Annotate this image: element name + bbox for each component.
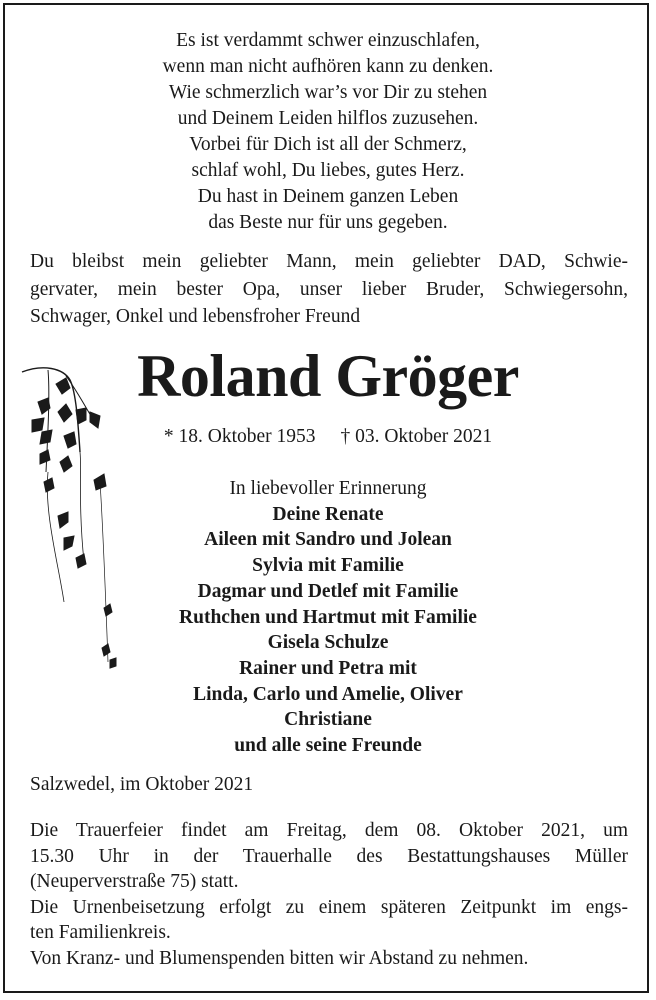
mourners-list	[0, 476, 656, 759]
service-line: Von Kranz- und Blumenspenden bitten wir Abstand zu nehmen.	[30, 947, 529, 969]
poem-line: schlaf wohl, Du liebes, gutes Herz.	[191, 160, 465, 181]
intro-line: gervater, mein bester Opa, unser lieber Bruder, Schwiegersohn,	[30, 278, 628, 300]
service-info	[30, 818, 628, 972]
poem-line: Vorbei für Dich ist all der Schmerz,	[189, 134, 467, 155]
death-date: † 03. Oktober 2021	[340, 426, 493, 447]
service-line: 15.30 Uhr in der Trauerhalle des Bestattungshauses Müller	[30, 845, 628, 867]
mourner-name: Christiane	[284, 709, 372, 731]
poem-line: Es ist verdammt schwer einzuschlafen,	[176, 30, 480, 51]
poem-line: Du hast in Deinem ganzen Leben	[197, 186, 459, 207]
mourner-name: Deine Renate	[272, 503, 384, 525]
service-line: Die Trauerfeier findet am Freitag, dem 08. Oktober 2021, um	[30, 820, 628, 841]
intro-text	[30, 248, 628, 331]
service-line: Die Urnenbeisetzung erfolgt zu einem späteren Zeitpunkt im engs-	[30, 896, 628, 918]
mourner-name: Aileen mit Sandro und Jolean	[204, 529, 452, 551]
intro-line: Du bleibst mein geliebter Mann, mein geliebter DAD, Schwie-	[30, 251, 628, 272]
poem-line: wenn man nicht aufhören kann zu denken.	[162, 56, 494, 77]
poem-line: das Beste nur für uns gegeben.	[208, 212, 448, 233]
deceased-name: Roland Gröger	[137, 343, 519, 409]
poem	[0, 28, 656, 236]
life-dates	[0, 424, 656, 450]
place-date: Salzwedel, im Oktober 2021	[30, 774, 254, 795]
intro-line: Schwager, Onkel und lebensfroher Freund	[30, 306, 361, 327]
mourner-name: Ruthchen und Hartmut mit Familie	[179, 606, 477, 628]
mourner-name: Linda, Carlo und Amelie, Oliver	[193, 683, 463, 705]
mourner-name: Dagmar und Detlef mit Familie	[197, 580, 459, 602]
service-line: (Neuperverstraße 75) statt.	[30, 871, 239, 893]
mourner-name: Gisela Schulze	[267, 632, 389, 654]
mourner-name: Sylvia mit Familie	[252, 555, 404, 577]
mourner-name: und alle seine Freunde	[234, 735, 422, 757]
poem-line: Wie schmerzlich war’s vor Dir zu stehen	[168, 82, 488, 103]
birth-date: * 18. Oktober 1953	[163, 426, 316, 447]
mourners-heading: In liebevoller Erinnerung	[229, 478, 427, 499]
poem-line: und Deinem Leiden hilflos zuzusehen.	[177, 108, 479, 129]
service-line: ten Familienkreis.	[30, 922, 171, 944]
mourner-name: Rainer und Petra mit	[239, 657, 417, 679]
